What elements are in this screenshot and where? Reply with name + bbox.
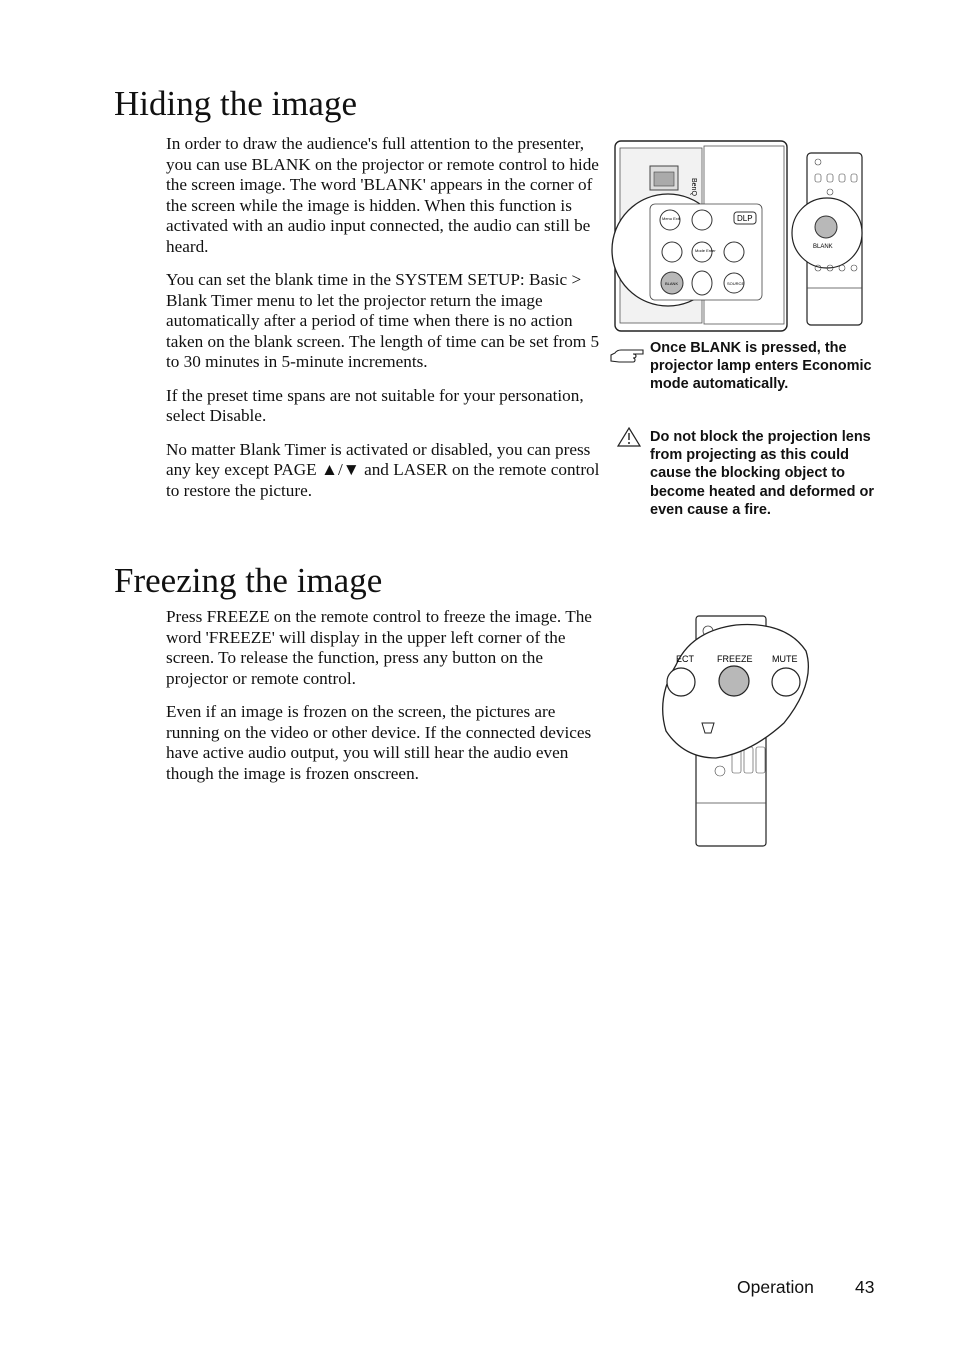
projector-brand: BenQ bbox=[690, 178, 697, 196]
paragraph: In order to draw the audience's full attention to the presenter, you can use BLANK on the projector or remote control to hide the screen image. The word 'BLANK' appears in the corner of the screen while the image is hidden. When this function is activated with an audio input connected, the audio can still be heard. bbox=[166, 134, 599, 256]
menu-button-label: Menu Exit bbox=[662, 216, 680, 221]
mode-button-label: Mode Enter bbox=[695, 248, 716, 253]
ui-term: PAGE ▲/▼ bbox=[273, 460, 360, 479]
footer-section: Operation bbox=[737, 1277, 814, 1297]
ui-term: LASER bbox=[393, 460, 448, 479]
note-tip: Once BLANK is pressed, the projector lamp enters Economic mode automatically. bbox=[650, 340, 872, 393]
warning-icon bbox=[616, 426, 642, 448]
section-title-freezing: Freezing the image bbox=[114, 561, 383, 600]
paragraph: Even if an image is frozen on the screen, the pictures are running on the video or other device. If the connected devices have active audio output, you will still hear the audio even though the image is frozen onscreen. bbox=[166, 702, 592, 783]
ui-term: BLANK bbox=[363, 175, 423, 194]
section-body-freezing bbox=[166, 607, 596, 797]
callout-freeze-label: FREEZE bbox=[717, 654, 753, 664]
ui-term: FREEZE bbox=[208, 627, 272, 647]
callout-mute-label: MUTE bbox=[772, 654, 798, 664]
projector-remote-blank-figure bbox=[610, 138, 870, 336]
callout-left-label: ECT bbox=[676, 654, 694, 664]
remote-freeze-figure bbox=[656, 613, 816, 849]
ui-term: BLANK bbox=[251, 154, 311, 174]
blank-button-label: BLANK bbox=[665, 281, 679, 286]
note-warning: Do not block the projection lens from projecting as this could cause the blocking object to become heated and deformed or even cause a fire. bbox=[650, 429, 874, 518]
source-button-label: SOURCE bbox=[727, 281, 745, 286]
paragraph: No matter Blank Timer is activated or disabled, you can press any key except PAGE ▲/▼ and LASER on the remote control to restore the picture. bbox=[166, 439, 600, 500]
section-body-hiding bbox=[166, 134, 606, 514]
ui-term: FREEZE bbox=[206, 607, 270, 626]
dlp-logo: DLP bbox=[737, 214, 753, 223]
ui-term: Blank Timer bbox=[239, 439, 326, 459]
paragraph: If the preset time spans are not suitable for your personation, select Disable. bbox=[166, 385, 584, 425]
section-title-hiding: Hiding the image bbox=[114, 84, 358, 123]
pointing-hand-icon bbox=[609, 346, 645, 364]
paragraph: Press FREEZE on the remote control to freeze the image. The word 'FREEZE' will display in the upper left corner of the screen. To release the function, press any button on the projector or remote control. bbox=[166, 607, 592, 688]
paragraph: You can set the blank time in the SYSTEM SETUP: Basic > Blank Timer menu to let the projector return the image automatically after a period of time when there is no action taken on the blank screen. The length of time can be set from 5 to 30 minutes in 5-minute increments. bbox=[166, 270, 600, 371]
callout-blank-label: BLANK bbox=[813, 244, 833, 250]
page-number: 43 bbox=[855, 1277, 875, 1297]
ui-term: SYSTEM SETUP: Basic > Blank Timer bbox=[166, 270, 582, 310]
ui-term: Disable bbox=[209, 406, 262, 425]
